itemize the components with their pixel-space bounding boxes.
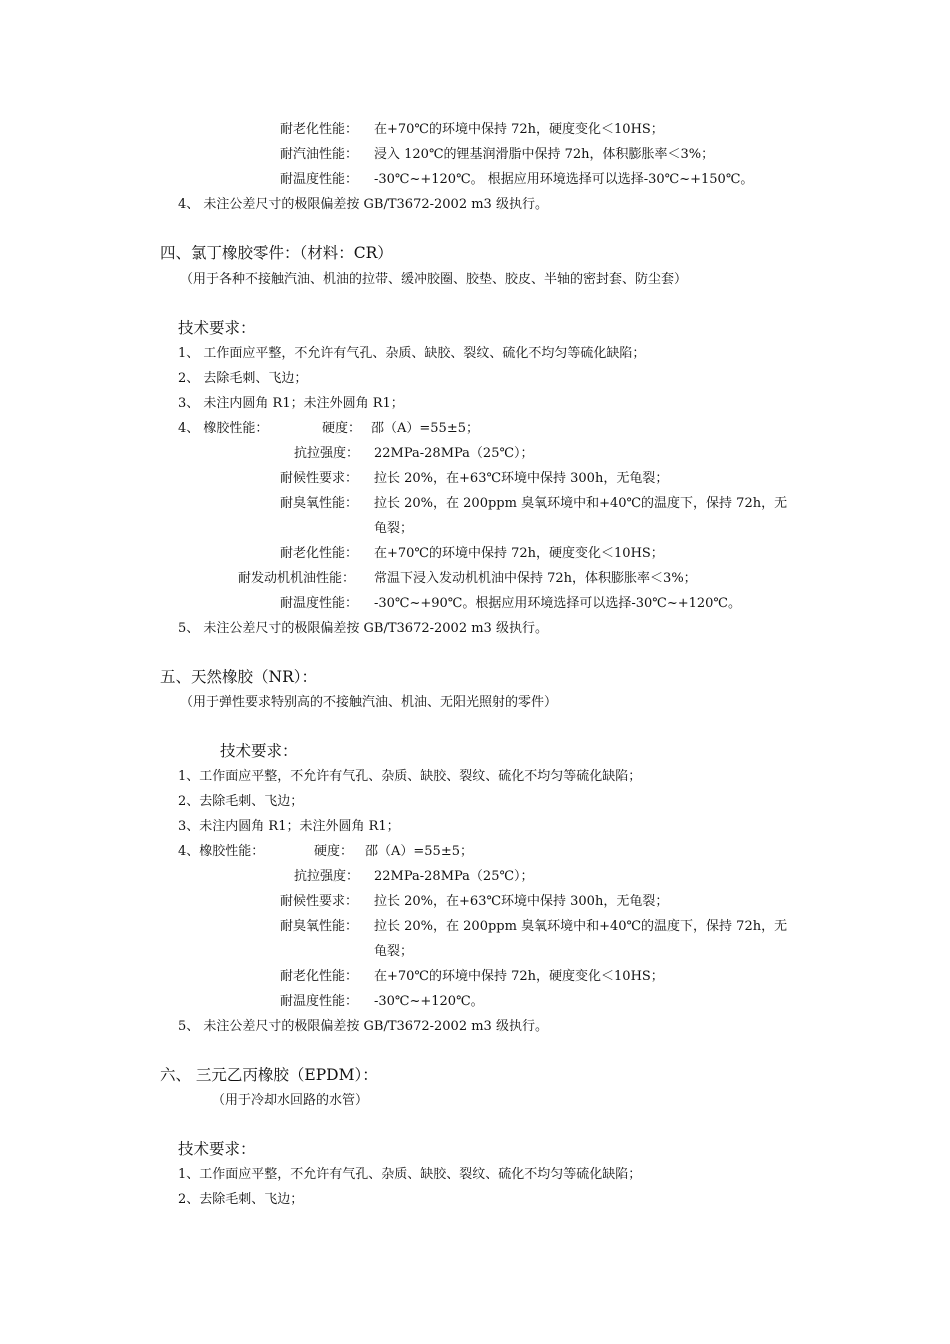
weather-label: 耐候性要求： [280, 471, 359, 486]
list-item: 5、 未注公差尺寸的极限偏差按 GB/T3672-2002 m3 级执行。 [178, 621, 548, 636]
aging-label: 耐老化性能： [280, 546, 359, 561]
tensile-value: 22MPa-28MPa（25℃）； [374, 446, 534, 461]
hardness-label: 硬度： [314, 844, 354, 859]
weather-value: 拉长 20%，在+63℃环境中保持 300h，无龟裂； [374, 471, 669, 486]
ozone-value-cont: 龟裂； [374, 521, 414, 536]
aging-label: 耐老化性能： [280, 122, 359, 137]
section-usage: （用于冷却水回路的水管） [212, 1093, 369, 1108]
temp-value: -30℃~+120℃。 [374, 994, 484, 1009]
temp-value: -30℃~+90℃。根据应用环境选择可以选择-30℃~+120℃。 [374, 596, 741, 611]
list-item: 2、 去除毛刺、飞边； [178, 371, 308, 386]
list-item: 3、未注内圆角 R1；未注外圆角 R1； [178, 819, 400, 834]
tech-requirements-heading: 技术要求： [178, 319, 256, 337]
ozone-value: 拉长 20%，在 200ppm 臭氧环境中和+40℃的温度下，保持 72h，无 [374, 919, 788, 934]
ozone-value: 拉长 20%，在 200ppm 臭氧环境中和+40℃的温度下，保持 72h，无 [374, 496, 788, 511]
temp-value: -30℃~+120℃。 根据应用环境选择可以选择-30℃~+150℃。 [374, 172, 754, 187]
temp-label: 耐温度性能： [280, 596, 359, 611]
list-item: 5、 未注公差尺寸的极限偏差按 GB/T3672-2002 m3 级执行。 [178, 1019, 548, 1034]
list-item: 3、 未注内圆角 R1；未注外圆角 R1； [178, 396, 404, 411]
weather-label: 耐候性要求： [280, 894, 359, 909]
temp-label: 耐温度性能： [280, 172, 359, 187]
temp-label: 耐温度性能： [280, 994, 359, 1009]
section-usage: （用于弹性要求特别高的不接触汽油、机油、无阳光照射的零件） [180, 695, 558, 710]
weather-value: 拉长 20%，在+63℃环境中保持 300h，无龟裂； [374, 894, 669, 909]
section-title-nr: 五、天然橡胶（NR）： [160, 668, 317, 686]
aging-value: 在+70℃的环境中保持 72h，硬度变化＜10HS； [374, 969, 664, 984]
list-item: 1、工作面应平整，不允许有气孔、杂质、缺胶、裂纹、硫化不均匀等硫化缺陷； [178, 1167, 642, 1182]
section-title-cr: 四、氯丁橡胶零件：（材料：CR） [160, 244, 393, 262]
tech-requirements-heading: 技术要求： [178, 1140, 256, 1158]
list-item: 4、 未注公差尺寸的极限偏差按 GB/T3672-2002 m3 级执行。 [178, 197, 548, 212]
list-item: 1、 工作面应平整，不允许有气孔、杂质、缺胶、裂纹、硫化不均匀等硫化缺陷； [178, 346, 646, 361]
section-title-epdm: 六、 三元乙丙橡胶（EPDM）： [160, 1066, 378, 1084]
hardness-label: 硬度： [322, 421, 362, 436]
hardness-value: 邵（A）=55±5； [371, 421, 479, 436]
gasoline-label: 耐汽油性能： [280, 147, 359, 162]
aging-label: 耐老化性能： [280, 969, 359, 984]
hardness-value: 邵（A）=55±5； [365, 844, 473, 859]
list-item: 2、去除毛刺、飞边； [178, 794, 304, 809]
gasoline-value: 浸入 120℃的锂基润滑脂中保持 72h，体积膨胀率＜3%； [374, 147, 715, 162]
tensile-label: 抗拉强度： [294, 446, 360, 461]
list-item: 1、工作面应平整，不允许有气孔、杂质、缺胶、裂纹、硫化不均匀等硫化缺陷； [178, 769, 642, 784]
engine-oil-value: 常温下浸入发动机机油中保持 72h，体积膨胀率＜3%； [374, 571, 697, 586]
tensile-label: 抗拉强度： [294, 869, 360, 884]
ozone-label: 耐臭氧性能： [280, 919, 359, 934]
tensile-value: 22MPa-28MPa（25℃）； [374, 869, 534, 884]
section-usage: （用于各种不接触汽油、机油的拉带、缓冲胶圈、胶垫、胶皮、半轴的密封套、防尘套） [180, 272, 688, 287]
ozone-label: 耐臭氧性能： [280, 496, 359, 511]
list-item: 2、去除毛刺、飞边； [178, 1192, 304, 1207]
aging-value: 在+70℃的环境中保持 72h，硬度变化＜10HS； [374, 546, 664, 561]
ozone-value-cont: 龟裂； [374, 944, 414, 959]
aging-value: 在+70℃的环境中保持 72h，硬度变化＜10HS； [374, 122, 664, 137]
engine-oil-label: 耐发动机机油性能： [238, 571, 356, 586]
tech-requirements-heading: 技术要求： [220, 742, 298, 760]
list-item: 4、 橡胶性能： [178, 421, 269, 436]
list-item: 4、橡胶性能： [178, 844, 265, 859]
